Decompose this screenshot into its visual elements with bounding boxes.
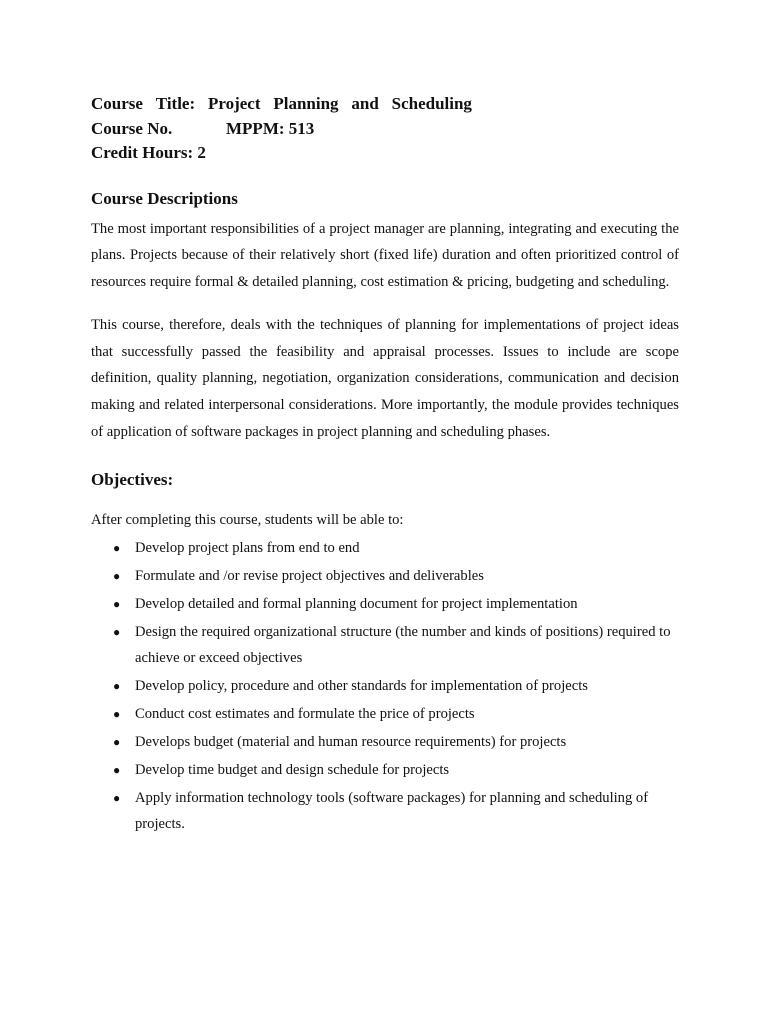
list-item [91, 619, 679, 672]
bullet-icon: ● [113, 791, 121, 806]
course-header [91, 92, 679, 166]
objective-text: Develop project plans from end to end [135, 539, 360, 556]
objective-text: Develop time budget and design schedule for projects [135, 762, 450, 779]
bullet-icon: ● [113, 568, 121, 583]
bullet-icon: ● [113, 735, 121, 750]
objectives-heading: Objectives: [91, 469, 174, 489]
description-paragraph: The most important responsibilities of a project manager are planning, integrating and executing the plans. Projects because of their relatively short (fixed life) duration and often prioritized control of resources require formal & detailed planning, cost estimation & pricing, budgeting and scheduling. [91, 220, 679, 291]
list-item [91, 757, 679, 783]
list-item [91, 535, 679, 561]
credit-hours: Credit Hours: 2 [91, 143, 206, 162]
course-number-label: Course No. [91, 118, 173, 138]
bullet-icon: ● [113, 679, 121, 694]
list-item [91, 673, 679, 699]
objective-text: Develops budget (material and human resource requirements) for projects [135, 734, 567, 751]
course-title-word: Planning [273, 94, 339, 113]
course-title-word: Course [91, 94, 143, 113]
objectives-list [91, 535, 679, 838]
course-title-word: Title: [155, 94, 196, 113]
description-paragraph: This course, therefore, deals with the techniques of planning for implementations of project ideas that successfully passed the feasibility and appraisal processes. Issues to include are scope definition, quality planning, negotiation, organization considerations, communication and decision making and related interpersonal considerations. More importantly, the module provides techniques of application of software packages in project planning and scheduling phases. [91, 316, 679, 441]
objective-text: Formulate and /or revise project objectives and deliverables [135, 567, 484, 584]
course-title-word: and [351, 94, 379, 113]
course-descriptions-heading: Course Descriptions [91, 188, 238, 208]
course-title-word: Project [207, 94, 261, 113]
objective-text: Apply information technology tools (software packages) for planning and scheduling of projects. [135, 790, 649, 833]
document-page [91, 92, 679, 839]
bullet-icon: ● [113, 540, 121, 555]
list-item [91, 701, 679, 727]
course-title-word: Scheduling [391, 94, 472, 113]
list-item [91, 729, 679, 755]
bullet-icon: ● [113, 707, 121, 722]
objective-text: Develop policy, procedure and other standards for implementation of projects [135, 678, 588, 695]
objective-text: Design the required organizational structure (the number and kinds of positions) required to achieve or exceed objectives [135, 623, 671, 667]
bullet-icon: ● [113, 596, 121, 611]
course-number [91, 117, 679, 142]
course-number-value: MPPM: 513 [226, 118, 315, 138]
course-title [91, 92, 472, 117]
list-item [91, 563, 679, 589]
objective-text: Develop detailed and formal planning document for project implementation [135, 595, 578, 612]
bullet-icon: ● [113, 763, 121, 778]
list-item [91, 591, 679, 617]
bullet-icon: ● [113, 624, 121, 639]
objective-text: Conduct cost estimates and formulate the price of projects [135, 706, 475, 723]
objectives-intro: After completing this course, students will be able to: [91, 511, 404, 528]
list-item [91, 785, 679, 838]
